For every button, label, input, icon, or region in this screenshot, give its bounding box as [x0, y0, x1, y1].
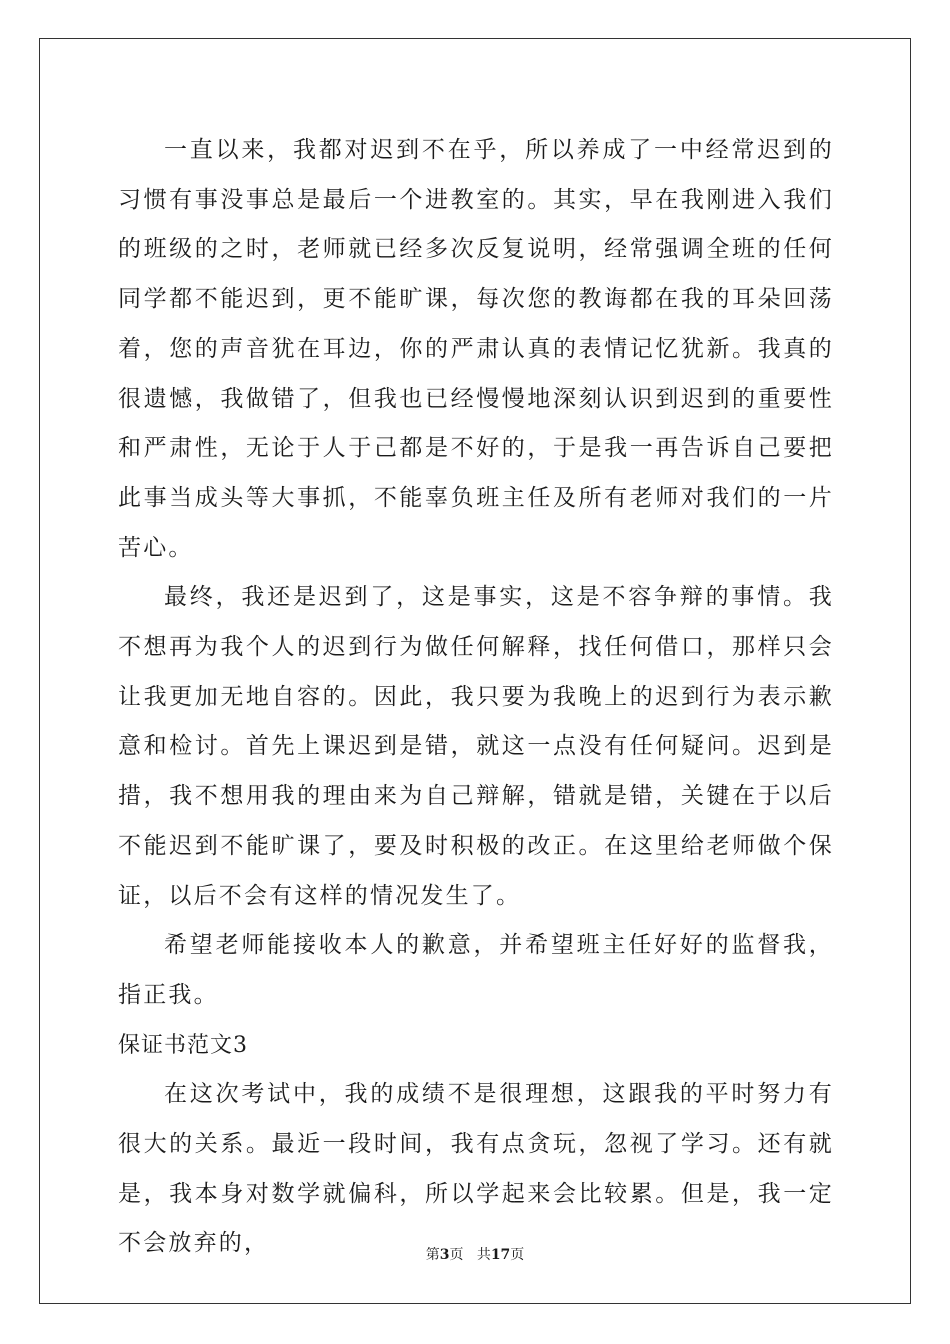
paragraph-3: 希望老师能接收本人的歉意，并希望班主任好好的监督我，指正我。 — [118, 932, 834, 1008]
section-paragraph-1: 在这次考试中，我的成绩不是很理想，这跟我的平时努力有很大的关系。最近一段时间，我有点贪玩，忽视了学习。还有就是，我本身对数学就偏科，所以学起来会比较累。但是，我一定不会放弃的， — [118, 1081, 834, 1257]
document-body — [118, 126, 834, 1269]
paragraph-2: 最终，我还是迟到了，这是事实，这是不容争辩的事情。我不想再为我个人的迟到行为做任何解释，找任何借口，那样只会让我更加无地自容的。因此，我只要为我晚上的迟到行为表示歉意和检讨。首先上课迟到是错，就这一点没有任何疑问。迟到是措，我不想用我的理由来为自己辩解，错就是错，关键在于以后不能迟到不能旷课了，要及时积极的改正。在这里给老师做个保证，以后不会有这样的情况发生了。 — [118, 584, 834, 909]
footer-total-suffix: 页 — [510, 1247, 525, 1263]
footer-prefix: 第 — [425, 1247, 440, 1263]
total-pages-number: 17 — [490, 1247, 511, 1263]
section-heading: 保证书范文3 — [118, 1032, 248, 1058]
current-page-number: 3 — [439, 1247, 450, 1263]
footer-total-prefix: 共 — [476, 1247, 491, 1263]
paragraph-1: 一直以来，我都对迟到不在乎，所以养成了一中经常迟到的习惯有事没事总是最后一个进教室的。其实，早在我刚进入我们的班级的之时，老师就已经多次反复说明，经常强调全班的任何同学都不能迟到，更不能旷课，每次您的教诲都在我的耳朵回荡着，您的声音犹在耳边，你的严肃认真的表情记忆犹新。我真的很遗憾，我做错了，但我也已经慢慢地深刻认识到迟到的重要性和严肃性，无论于人于己都是不好的，于是我一再告诉自己要把此事当成头等大事抓，不能辜负班主任及所有老师对我们的一片苦心。 — [118, 137, 834, 561]
footer-page-word: 页 — [449, 1247, 464, 1263]
page-footer — [0, 1244, 950, 1264]
